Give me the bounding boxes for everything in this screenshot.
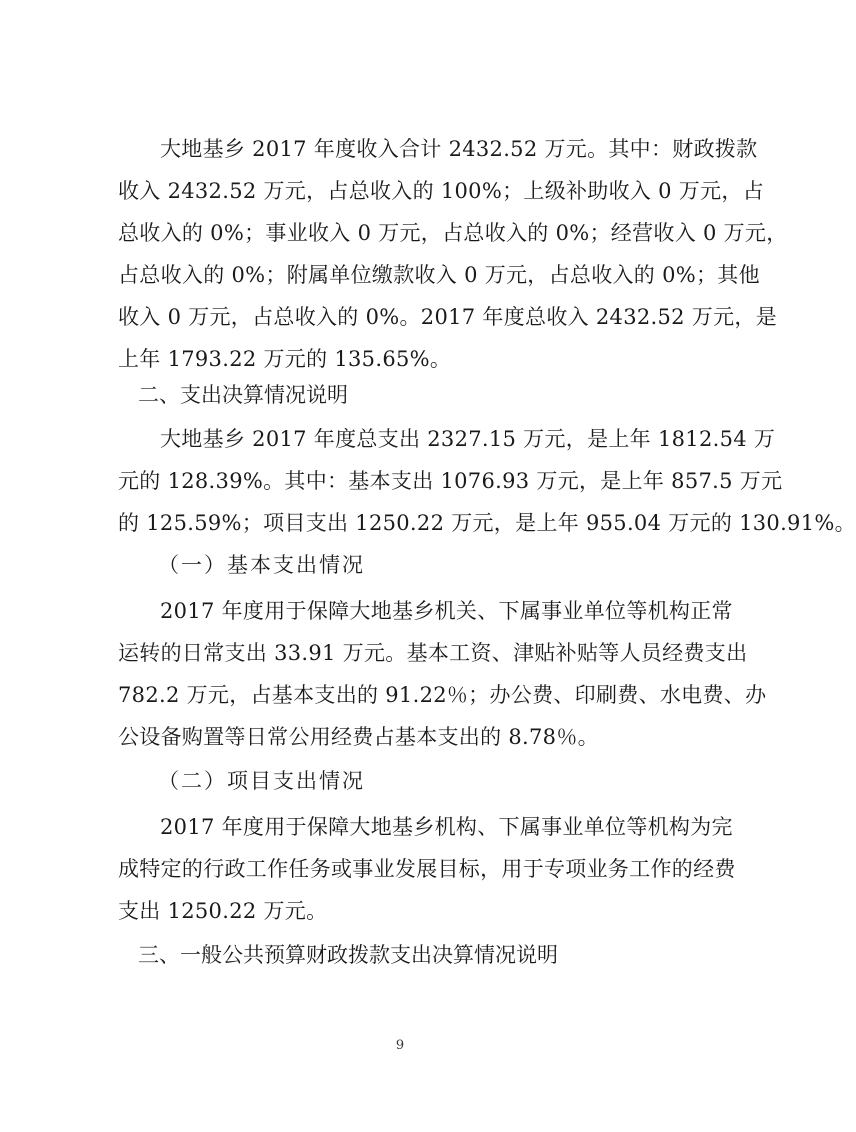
income-line-5: 收入 0 万元，占总收入的 0%。2017 年度总收入 2432.52 万元，是: [118, 305, 778, 329]
project-line-2: 成特定的行政工作任务或事业发展目标，用于专项业务工作的经费: [118, 857, 736, 881]
basic-line-2: 运转的日常支出 33.91 万元。基本工资、津贴补贴等人员经费支出: [118, 641, 748, 665]
subheading-project-expenditure: （二）项目支出情况: [158, 769, 365, 793]
expenditure-line-2: 元的 128.39%。其中：基本支出 1076.93 万元，是上年 857.5 万元: [118, 469, 783, 493]
basic-line-1: 2017 年度用于保障大地基乡机关、下属事业单位等机构正常: [160, 599, 733, 623]
expenditure-line-3: 的 125.59%；项目支出 1250.22 万元，是上年 955.04 万元的 130.91%。: [118, 511, 856, 535]
income-line-4: 占总收入的 0%；附属单位缴款收入 0 万元，占总收入的 0%；其他: [118, 263, 760, 287]
section-heading-general-budget: 三、一般公共预算财政拨款支出决算情况说明: [138, 943, 558, 967]
project-line-1: 2017 年度用于保障大地基乡机构、下属事业单位等机构为完: [160, 815, 733, 839]
project-expenditure-paragraph: [118, 806, 736, 932]
income-line-6: 上年 1793.22 万元的 135.65%。: [118, 347, 452, 371]
income-line-1: 大地基乡 2017 年度收入合计 2432.52 万元。其中：财政拨款: [160, 137, 758, 161]
expenditure-paragraph: [118, 418, 856, 544]
expenditure-line-1: 大地基乡 2017 年度总支出 2327.15 万元，是上年 1812.54 万: [160, 427, 776, 451]
subheading-basic-expenditure: （一）基本支出情况: [158, 553, 365, 577]
income-paragraph: [118, 128, 788, 380]
income-line-2: 收入 2432.52 万元，占总收入的 100%；上级补助收入 0 万元，占: [118, 179, 765, 203]
page-number: 9: [395, 1038, 405, 1053]
income-line-3: 总收入的 0%；事业收入 0 万元，占总收入的 0%；经营收入 0 万元，: [118, 221, 788, 245]
basic-expenditure-paragraph: [118, 590, 767, 758]
basic-line-3: 782.2 万元，占基本支出的 91.22％；办公费、印刷费、水电费、办: [118, 683, 767, 707]
section-heading-expenditure: 二、支出决算情况说明: [138, 383, 348, 407]
project-line-3: 支出 1250.22 万元。: [118, 899, 328, 923]
basic-line-4: 公设备购置等日常公用经费占基本支出的 8.78％。: [118, 725, 599, 749]
